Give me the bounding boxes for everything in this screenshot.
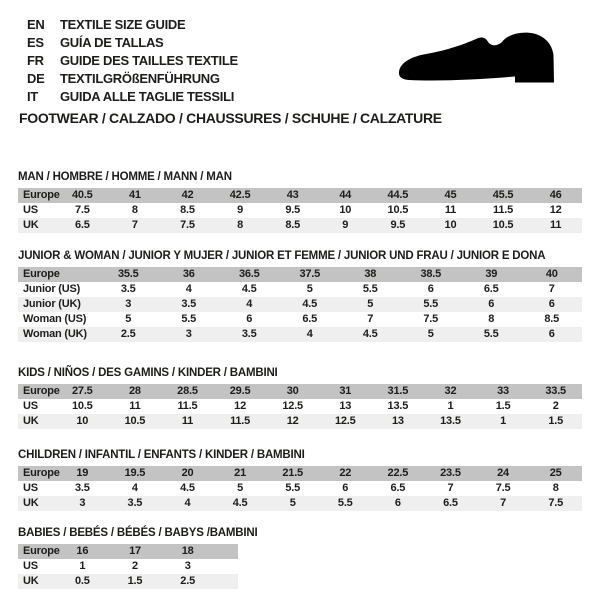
size-value-cell: 21.5 [282, 467, 303, 479]
size-value-cell: 40 [545, 268, 558, 280]
size-value-cell: 33.5 [545, 385, 566, 397]
size-table-kids [18, 384, 582, 429]
row-label: UK [23, 575, 39, 587]
size-value-cell: 10 [76, 415, 89, 427]
size-value-cell: 8 [552, 482, 559, 494]
language-code: IT [27, 88, 38, 104]
size-value-cell: 7.5 [495, 482, 511, 494]
size-value-cell: 11 [444, 204, 457, 216]
row-label: Europe [23, 385, 60, 397]
size-value-cell: 3.5 [241, 328, 257, 340]
size-table-man [18, 188, 582, 233]
size-value-cell: 8 [237, 219, 244, 231]
size-value-cell: 40.5 [71, 189, 93, 201]
size-value-cell: 5 [289, 497, 296, 509]
size-value-cell: 11.5 [177, 400, 198, 412]
size-value-cell: 5.5 [181, 313, 197, 325]
table-row-uk [18, 574, 238, 589]
table-row-uk [18, 414, 582, 429]
size-table-babies [18, 544, 238, 589]
size-value-cell: 2 [132, 560, 138, 572]
language-code: ES [27, 34, 44, 50]
size-value-cell: 6 [548, 328, 555, 340]
section-babies [18, 526, 257, 589]
size-value-cell: 8 [131, 204, 138, 216]
language-row-en [27, 15, 238, 33]
size-value-cell: 3 [184, 560, 191, 572]
row-label: Junior (US) [23, 283, 81, 295]
row-label: Woman (UK) [23, 328, 87, 340]
size-value-cell: 32 [444, 385, 457, 397]
section-kids [18, 366, 582, 429]
size-value-cell: 4 [246, 298, 253, 310]
size-value-cell: 23.5 [440, 467, 461, 479]
size-value-cell: 20 [181, 467, 194, 479]
size-value-cell: 6 [427, 283, 434, 295]
size-value-cell: 11.5 [230, 415, 251, 427]
size-value-cell: 10.5 [492, 219, 514, 231]
filler-cell [214, 574, 238, 589]
size-value-cell: 9 [237, 204, 244, 216]
size-value-cell: 5.5 [285, 482, 301, 494]
size-value-cell: 19 [76, 467, 89, 479]
row-label: Europe [23, 545, 60, 557]
size-value-cell: 2 [552, 400, 559, 412]
row-label: US [23, 482, 38, 494]
size-value-cell: 39 [485, 268, 498, 280]
size-value-cell: 9.5 [285, 204, 301, 216]
row-label: Junior (UK) [23, 298, 81, 310]
table-row-europe [18, 544, 238, 559]
size-value-cell: 1.5 [548, 415, 564, 427]
size-value-cell: 1.5 [127, 575, 143, 587]
size-table-junior-woman [18, 267, 582, 342]
size-value-cell: 10 [444, 219, 457, 231]
size-value-cell: 3 [185, 328, 192, 340]
size-value-cell: 3.5 [181, 298, 197, 310]
size-value-cell: 6.5 [483, 283, 499, 295]
size-value-cell: 45 [444, 189, 457, 201]
size-value-cell: 0.5 [74, 575, 90, 587]
size-value-cell: 36.5 [238, 268, 260, 280]
size-value-cell: 41 [128, 189, 141, 201]
size-value-cell: 38.5 [420, 268, 442, 280]
size-value-cell: 22 [339, 467, 352, 479]
language-code: EN [27, 16, 45, 32]
size-value-cell: 2.5 [120, 328, 136, 340]
size-value-cell: 9 [342, 219, 349, 231]
size-value-cell: 6.5 [390, 482, 406, 494]
size-value-cell: 1 [500, 415, 506, 427]
size-value-cell: 5.5 [483, 328, 499, 340]
section-junior-woman [18, 249, 582, 342]
size-value-cell: 7.5 [548, 497, 564, 509]
size-value-cell: 7.5 [423, 313, 439, 325]
size-table-children [18, 466, 582, 511]
language-label: GUIDA ALLE TAGLIE TESSILI [60, 88, 235, 104]
table-row-europe [18, 267, 582, 282]
size-value-cell: 44 [339, 189, 352, 201]
size-value-cell: 33 [497, 385, 509, 397]
size-value-cell: 42 [181, 189, 194, 201]
language-code: FR [27, 52, 44, 68]
section-title-babies: BABIES / BEBÉS / BÉBÉS / BABYS /BAMBINI [18, 527, 258, 539]
size-value-cell: 42.5 [229, 189, 251, 201]
size-value-cell: 16 [76, 545, 89, 557]
size-value-cell: 11.5 [493, 204, 514, 216]
language-label: GUIDE DES TAILLES TEXTILE [60, 52, 238, 68]
size-value-cell: 22.5 [387, 467, 409, 479]
filler-cell [214, 559, 238, 574]
size-value-cell: 7 [548, 283, 555, 295]
size-value-cell: 3.5 [120, 283, 136, 295]
row-label: Europe [23, 189, 60, 201]
size-value-cell: 6.5 [74, 219, 90, 231]
size-value-cell: 4.5 [180, 482, 195, 494]
table-row-uk [18, 496, 582, 511]
size-value-cell: 7 [131, 219, 138, 231]
size-value-cell: 12.5 [334, 415, 356, 427]
language-code: DE [27, 70, 45, 86]
size-value-cell: 4 [306, 328, 313, 340]
size-value-cell: 45.5 [492, 189, 514, 201]
size-value-cell: 28.5 [177, 385, 198, 397]
table-row-junior-us [18, 282, 582, 297]
row-label: US [23, 400, 38, 412]
size-value-cell: 10.5 [71, 400, 93, 412]
language-label: TEXTILE SIZE GUIDE [60, 16, 186, 32]
size-value-cell: 1 [447, 400, 454, 412]
size-value-cell: 12.5 [282, 400, 303, 412]
size-value-cell: 9.5 [390, 219, 406, 231]
table-row-uk [18, 218, 582, 233]
size-value-cell: 13.5 [440, 415, 461, 427]
table-row-europe [18, 466, 582, 481]
table-row-europe [18, 188, 582, 203]
size-value-cell: 31 [339, 385, 352, 397]
size-value-cell: 5.5 [362, 283, 378, 295]
size-value-cell: 1.5 [495, 400, 511, 412]
size-value-cell: 11 [550, 219, 562, 231]
size-value-cell: 5 [237, 482, 244, 494]
size-value-cell: 8.5 [285, 219, 301, 231]
row-label: US [23, 204, 38, 216]
size-value-cell: 18 [181, 545, 194, 557]
size-value-cell: 1 [79, 560, 86, 572]
size-value-cell: 5 [427, 328, 434, 340]
table-row-us [18, 559, 238, 574]
language-label: TEXTILGRÖßENFÜHRUNG [60, 70, 220, 86]
filler-cell [214, 544, 238, 559]
language-row-es [27, 33, 238, 51]
size-value-cell: 27.5 [71, 385, 93, 397]
size-value-cell: 25 [549, 467, 562, 479]
size-value-cell: 7.5 [74, 204, 90, 216]
size-value-cell: 4.5 [362, 328, 378, 340]
size-value-cell: 5.5 [423, 298, 439, 310]
size-value-cell: 2.5 [180, 575, 195, 587]
size-value-cell: 7.5 [180, 219, 195, 231]
size-value-cell: 7 [500, 497, 506, 509]
size-value-cell: 28 [128, 385, 141, 397]
size-value-cell: 3.5 [127, 497, 143, 509]
table-row-woman-us [18, 312, 582, 327]
size-value-cell: 30 [286, 385, 299, 397]
category-title: FOOTWEAR / CALZADO / CHAUSSURES / SCHUHE / CALZATURE [19, 110, 442, 126]
section-title-children: CHILDREN / INFANTIL / ENFANTS / KINDER / BAMBINI [18, 449, 305, 461]
language-row-it [27, 87, 238, 105]
language-list [27, 15, 238, 105]
size-value-cell: 10.5 [124, 415, 146, 427]
size-value-cell: 21 [234, 467, 246, 479]
size-value-cell: 10 [339, 204, 352, 216]
table-row-europe [18, 384, 582, 399]
size-value-cell: 37.5 [299, 268, 321, 280]
size-value-cell: 3 [79, 497, 86, 509]
section-title-man: MAN / HOMBRE / HOMME / MANN / MAN [18, 171, 232, 183]
row-label: US [23, 560, 38, 572]
size-value-cell: 13 [339, 400, 352, 412]
size-value-cell: 8.5 [180, 204, 195, 216]
size-value-cell: 4 [184, 497, 191, 509]
row-label: Europe [23, 268, 60, 280]
size-value-cell: 5.5 [337, 497, 353, 509]
size-value-cell: 4.5 [241, 283, 257, 295]
language-label: GUÍA DE TALLAS [60, 34, 164, 50]
size-value-cell: 5 [367, 298, 374, 310]
size-value-cell: 3.5 [74, 482, 90, 494]
table-row-us [18, 203, 582, 218]
size-value-cell: 24 [497, 467, 509, 479]
size-value-cell: 6 [342, 482, 349, 494]
row-label: UK [23, 219, 39, 231]
size-value-cell: 38 [364, 268, 377, 280]
size-value-cell: 6 [548, 298, 555, 310]
size-value-cell: 6 [394, 497, 401, 509]
size-value-cell: 6.5 [302, 313, 318, 325]
size-value-cell: 11 [181, 415, 194, 427]
size-value-cell: 7 [447, 482, 454, 494]
size-value-cell: 43 [286, 189, 299, 201]
size-value-cell: 4 [131, 482, 138, 494]
size-value-cell: 13.5 [387, 400, 409, 412]
section-man [18, 170, 582, 233]
size-value-cell: 10.5 [387, 204, 409, 216]
table-row-junior-uk [18, 297, 582, 312]
table-row-woman-uk [18, 327, 582, 342]
size-value-cell: 8 [488, 313, 495, 325]
size-value-cell: 29.5 [229, 385, 251, 397]
size-value-cell: 17 [129, 545, 141, 557]
size-value-cell: 4.5 [302, 298, 318, 310]
size-value-cell: 12 [286, 415, 299, 427]
row-label: UK [23, 497, 39, 509]
size-value-cell: 6 [246, 313, 253, 325]
table-row-us [18, 481, 582, 496]
size-value-cell: 11 [129, 400, 141, 412]
shoe-icon [396, 30, 568, 93]
size-value-cell: 4 [185, 283, 192, 295]
language-row-fr [27, 51, 238, 69]
size-value-cell: 13 [391, 415, 404, 427]
row-label: Europe [23, 467, 60, 479]
size-value-cell: 5 [306, 283, 313, 295]
section-children [18, 448, 582, 511]
row-label: UK [23, 415, 39, 427]
size-value-cell: 6 [488, 298, 495, 310]
row-label: Woman (US) [23, 313, 87, 325]
size-value-cell: 46 [549, 189, 562, 201]
size-value-cell: 36 [182, 268, 195, 280]
size-value-cell: 44.5 [387, 189, 409, 201]
size-value-cell: 35.5 [117, 268, 139, 280]
table-row-us [18, 399, 582, 414]
size-value-cell: 3 [125, 298, 132, 310]
size-value-cell: 8.5 [544, 313, 560, 325]
size-value-cell: 6.5 [443, 497, 458, 509]
size-value-cell: 12 [234, 400, 246, 412]
size-value-cell: 19.5 [124, 467, 146, 479]
section-title-junior-woman: JUNIOR & WOMAN / JUNIOR Y MUJER / JUNIOR ET FEMME / JUNIOR UND FRAU / JUNIOR E DONA [18, 250, 546, 262]
size-value-cell: 4.5 [232, 497, 248, 509]
size-value-cell: 5 [125, 313, 132, 325]
size-value-cell: 7 [367, 313, 374, 325]
size-value-cell: 31.5 [387, 385, 409, 397]
section-title-kids: KIDS / NIÑOS / DES GAMINS / KINDER / BAMBINI [18, 367, 278, 379]
size-value-cell: 12 [549, 204, 562, 216]
language-row-de [27, 69, 238, 87]
